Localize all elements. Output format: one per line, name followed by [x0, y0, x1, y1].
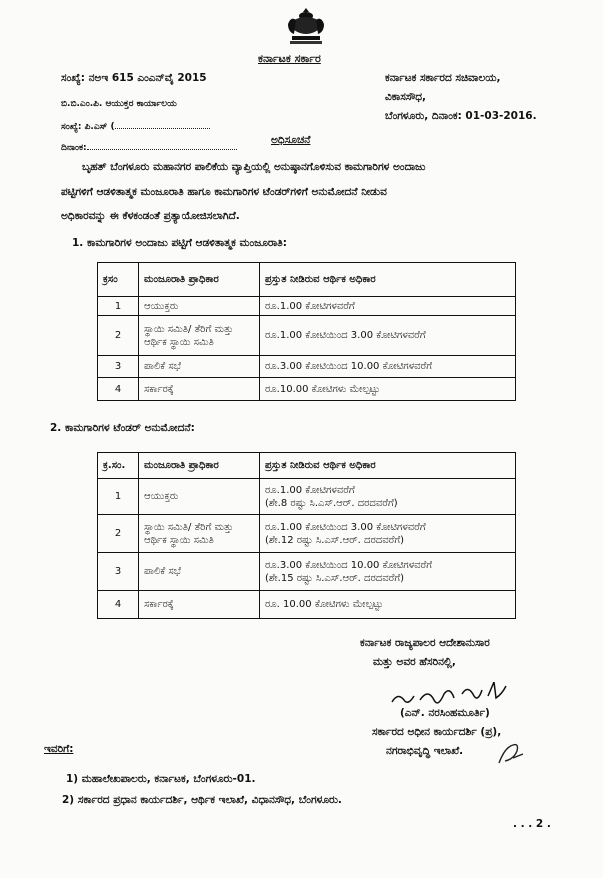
- cell-power: [260, 515, 516, 553]
- table-row: [98, 378, 516, 401]
- col-header-serial: ಕ್ರಸಂ: [98, 263, 139, 297]
- stamp-date: [61, 142, 237, 155]
- cell-power-line: ರೂ.3.00 ಕೋಟಿಯಿಂದ 10.00 ಕೋಟಿಗಳವರೆಗೆ: [265, 559, 433, 571]
- handwritten-mark-icon: [496, 738, 526, 768]
- cell-authority-line: ಸ್ಥಾಯಿ ಸಮಿತಿ/ ತೆರಿಗೆ ಮತ್ತು: [144, 521, 234, 533]
- cell-power: ರೂ.10.00 ಕೋಟಿಗಳು ಮೇಲ್ಪಟ್ಟು: [260, 378, 516, 401]
- cell-serial: 4: [98, 378, 139, 401]
- section-2-heading: 2. ಕಾಮಗಾರಿಗಳ ಟೆಂಡರ್ ಅನುಮೋದನೆ:: [50, 422, 195, 434]
- page-continuation-marker: . . . 2 .: [513, 818, 551, 830]
- cell-power-line: (ಶೇ.12 ರಷ್ಟು ಸಿ.ಎಸ್.ಆರ್. ದರದವರೆಗೆ): [265, 534, 405, 546]
- col-header-authority: ಮಂಜೂರಾತಿ ಪ್ರಾಧಿಕಾರ: [139, 453, 260, 479]
- section-2-table: [97, 452, 516, 619]
- signatory-department: ನಗರಾಭಿವೃದ್ಧಿ ಇಲಾಖೆ.: [386, 745, 464, 757]
- recipient-item: 1) ಮಹಾಲೇಖಪಾಲರು, ಕರ್ನಾಟಕ, ಬೆಂಗಳೂರು-01.: [66, 773, 256, 785]
- cell-authority: ಸರ್ಕಾರಕ್ಕೆ: [139, 378, 260, 401]
- cell-power: ರೂ.1.00 ಕೋಟಿಗಳವರೆಗೆ: [260, 297, 516, 316]
- cell-serial: 3: [98, 553, 139, 591]
- cell-authority: [139, 316, 260, 356]
- intro-line-2: ಪಟ್ಟಿಗಳಿಗೆ ಆಡಳಿತಾತ್ಮಕ ಮಂಜೂರಾತಿ ಹಾಗೂ ಕಾಮಗಾರಿಗಳ ಟೆಂಡರ್‌ಗಳಿಗೆ ಅನುಮೋದನೆ ನೀಡುವ: [61, 186, 387, 198]
- cell-power: [260, 553, 516, 591]
- place-and-date: ಬೆಂಗಳೂರು, ದಿನಾಂಕ: 01-03-2016.: [385, 110, 537, 122]
- table-row: [98, 479, 516, 515]
- cell-power-line: (ಶೇ.15 ರಷ್ಟು ಸಿ.ಎಸ್.ಆರ್. ದರದವರೆಗೆ): [265, 572, 405, 584]
- cell-authority-line: ಆರ್ಥಿಕ ಸ್ಥಾಯಿ ಸಮಿತಿ: [144, 336, 214, 348]
- intro-line-3: ಅಧಿಕಾರವನ್ನು ಈ ಕೆಳಕಂಡಂತೆ ಪ್ರತ್ಯಾಯೋಜಿಸಲಾಗಿದೆ.: [61, 210, 240, 222]
- col-header-power: ಪ್ರಸ್ತುತ ನೀಡಿರುವ ಆರ್ಥಿಕ ಅಧಿಕಾರ: [260, 263, 516, 297]
- building-name: ವಿಕಾಸಸೌಧ,: [385, 91, 427, 103]
- cell-authority: [139, 515, 260, 553]
- table-row: [98, 515, 516, 553]
- government-title: ಕರ್ನಾಟಕ ಸರ್ಕಾರ: [258, 52, 321, 65]
- stamp-date-label: ದಿನಾಂಕ:: [61, 143, 87, 153]
- cell-power: ರೂ.1.00 ಕೋಟಿಯಿಂದ 3.00 ಕೋಟಿಗಳವರೆಗೆ: [260, 316, 516, 356]
- cell-power: ರೂ.3.00 ಕೋಟಿಯಿಂದ 10.00 ಕೋಟಿಗಳವರೆಗೆ: [260, 356, 516, 378]
- col-header-serial: ಕ್ರ.ಸಂ.: [98, 453, 139, 479]
- cell-serial: 1: [98, 297, 139, 316]
- cell-authority: ಸರ್ಕಾರಕ್ಕೆ: [139, 591, 260, 619]
- table-row: [98, 553, 516, 591]
- cell-power: [260, 479, 516, 515]
- col-header-authority: ಮಂಜೂರಾತಿ ಪ್ರಾಧಿಕಾರ: [139, 263, 260, 297]
- cell-serial: 3: [98, 356, 139, 378]
- section-1-table: [97, 262, 516, 401]
- cell-authority: ಆಯುಕ್ತರು: [139, 479, 260, 515]
- table-header-row: [98, 263, 516, 297]
- table-row: [98, 316, 516, 356]
- cell-power-line: (ಶೇ.8 ರಷ್ಟು ಸಿ.ಎಸ್.ಆರ್. ದರದವರೆಗೆ): [265, 497, 398, 509]
- cell-serial: 2: [98, 316, 139, 356]
- cell-serial: 1: [98, 479, 139, 515]
- table-row: [98, 297, 516, 316]
- table-row: [98, 356, 516, 378]
- closing-line-2: ಮತ್ತು ಅವರ ಹೆಸರಿನಲ್ಲಿ,: [373, 656, 456, 668]
- cell-authority: ಪಾಲಿಕೆ ಸಭೆ: [139, 553, 260, 591]
- recipient-item: 2) ಸರ್ಕಾರದ ಪ್ರಧಾನ ಕಾರ್ಯದರ್ಶಿ, ಆರ್ಥಿಕ ಇಲಾಖೆ, ವಿಧಾನಸೌಧ, ಬೆಂಗಳೂರು.: [62, 794, 342, 806]
- reference-label: ಸಂಖ್ಯೆ: ಪಿ.ಎಸ್ (: [61, 122, 115, 132]
- table-header-row: [98, 453, 516, 479]
- cell-power: ರೂ. 10.00 ಕೋಟಿಗಳು ಮೇಲ್ಪಟ್ಟು: [260, 591, 516, 619]
- reference-blank: [115, 128, 210, 129]
- table-row: [98, 591, 516, 619]
- section-1-heading: 1. ಕಾಮಗಾರಿಗಳ ಅಂದಾಜು ಪಟ್ಟಿಗೆ ಆಡಳಿತಾತ್ಮಕ ಮಂಜೂರಾತಿ:: [72, 237, 287, 249]
- cell-authority-line: ಆರ್ಥಿಕ ಸ್ಥಾಯಿ ಸಮಿತಿ: [144, 534, 214, 546]
- cell-authority: ಆಯುಕ್ತರು: [139, 297, 260, 316]
- state-emblem-icon: [284, 6, 328, 46]
- cell-authority: ಪಾಲಿಕೆ ಸಭೆ: [139, 356, 260, 378]
- secretariat-name: ಕರ್ನಾಟಕ ಸರ್ಕಾರದ ಸಚಿವಾಲಯ,: [385, 72, 501, 84]
- signatory-name: (ಎನ್. ನರಸಿಂಹಮೂರ್ತಿ): [400, 707, 490, 719]
- intro-line-1: ಬೃಹತ್ ಬೆಂಗಳೂರು ಮಹಾನಗರ ಪಾಲಿಕೆಯ ವ್ಯಾಪ್ತಿಯಲ್ಲಿ ಅನುಷ್ಠಾನಗೊಳಿಸುವ ಕಾಮಗಾರಿಗಳ ಅಂದಾಜು: [82, 161, 426, 173]
- signatory-designation: ಸರ್ಕಾರದ ಅಧೀನ ಕಾರ್ಯದರ್ಶಿ (ಪ್ರ),: [372, 726, 502, 738]
- col-header-power: ಪ್ರಸ್ತುತ ನೀಡಿರುವ ಆರ್ಥಿಕ ಅಧಿಕಾರ: [260, 453, 516, 479]
- recipients-label: ಇವರಿಗೆ:: [44, 743, 74, 755]
- cell-serial: 4: [98, 591, 139, 619]
- reference-number: [61, 121, 210, 134]
- cell-power-line: ರೂ.1.00 ಕೋಟಿಗಳವರೆಗೆ: [265, 484, 355, 496]
- cell-authority-line: ಸ್ಥಾಯಿ ಸಮಿತಿ/ ತೆರಿಗೆ ಮತ್ತು: [144, 323, 234, 335]
- stamp-date-blank: [87, 149, 237, 150]
- office-stamp-line: ಬಿ.ಬಿ.ಎಂ.ಪಿ. ಆಯುಕ್ತರ ಕಾರ್ಯಾಲಯ: [61, 99, 177, 109]
- cell-serial: 2: [98, 515, 139, 553]
- notification-title: ಅಧಿಸೂಚನೆ: [271, 134, 311, 146]
- order-number: ಸಂಖ್ಯೆ: ನಅಇ 615 ಎಂಎನ್‌ವೈ 2015: [61, 72, 207, 84]
- closing-line-1: ಕರ್ನಾಟಕ ರಾಜ್ಯಪಾಲರ ಆದೇಶಾನುಸಾರ: [360, 637, 490, 649]
- cell-power-line: ರೂ.1.00 ಕೋಟಿಯಿಂದ 3.00 ಕೋಟಿಗಳವರೆಗೆ: [265, 521, 426, 533]
